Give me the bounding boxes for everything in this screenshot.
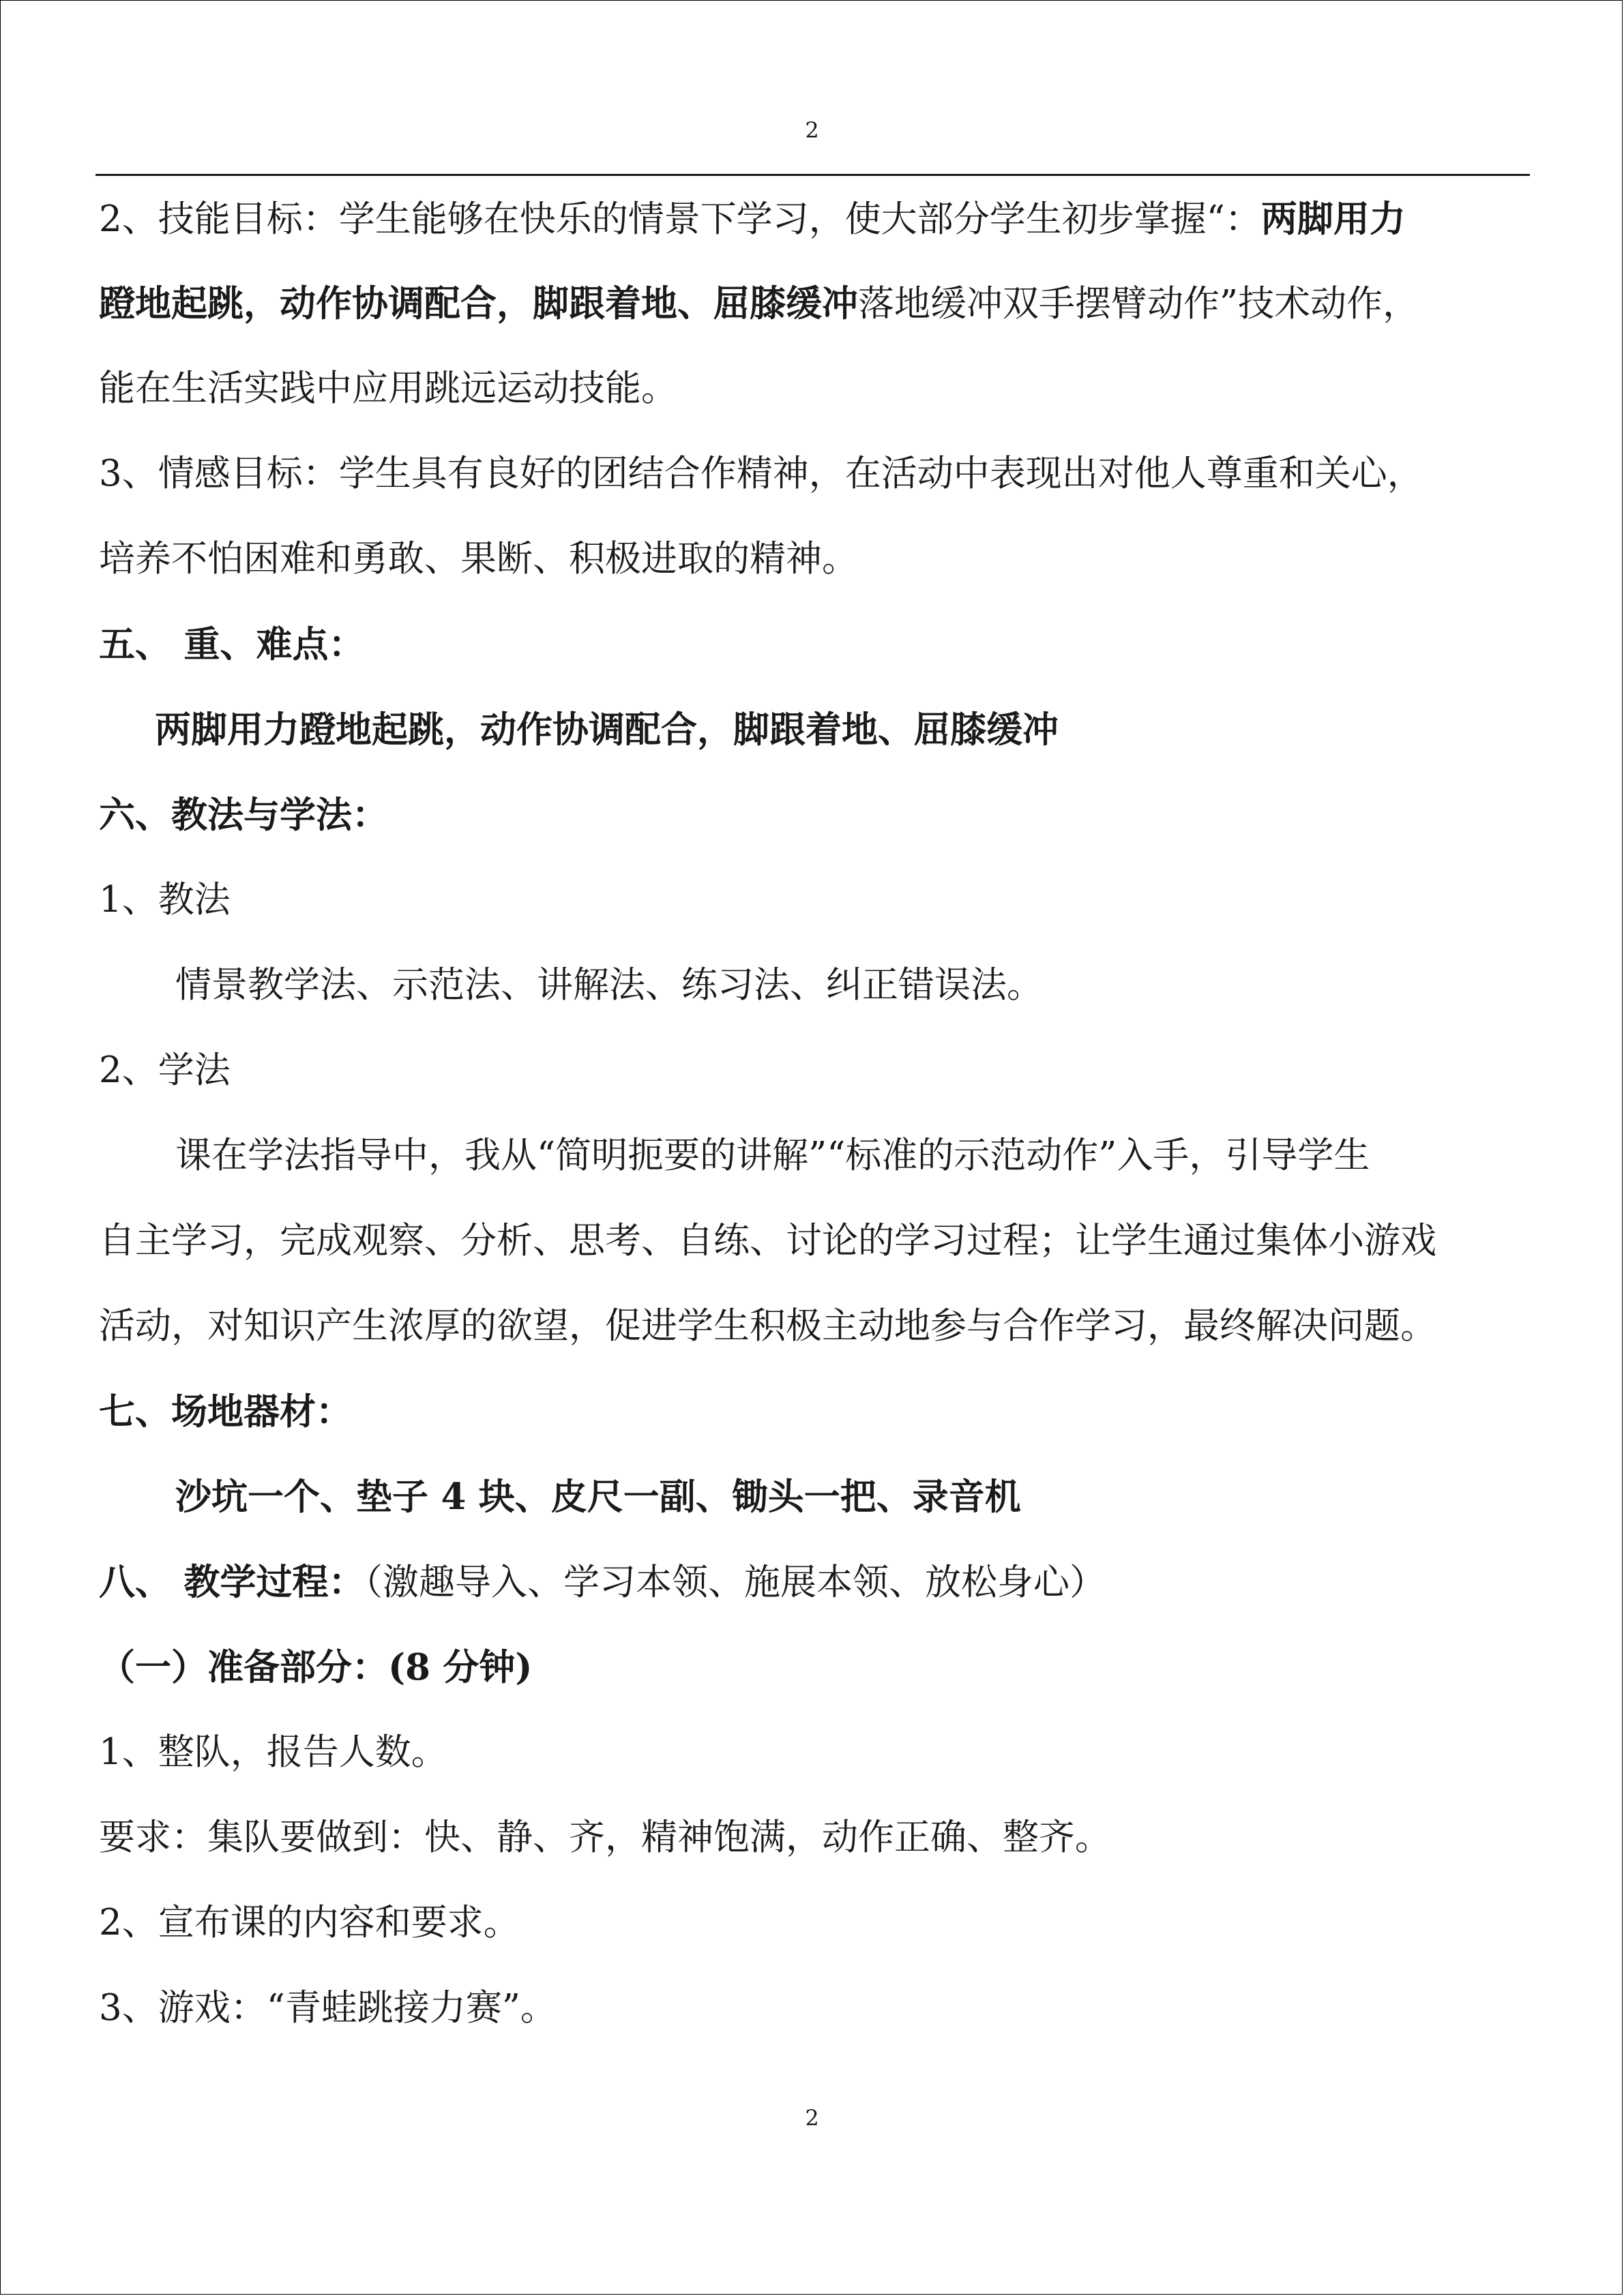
equipment-text: 沙坑一个、垫子 4 块、皮尺一副、锄头一把、录音机 [175,1476,1021,1518]
learning-method-line-2: 自主学习，完成观察、分析、思考、自练、讨论的学习过程；让学生通过集体小游戏 [99,1220,1436,1262]
learning-method-line-1: 课在学法指导中，我从“简明扼要的讲解”“标准的示范动作”入手，引导学生 [175,1135,1370,1176]
preparation-requirement: 要求：集队要做到：快、静、齐，精神饱满，动作正确、整齐。 [99,1817,1111,1858]
teaching-method-text: 情景教学法、示范法、讲解法、练习法、纠正错误法。 [175,964,1043,1006]
header-page-number: 2 [805,117,819,143]
emotion-goal-line-1: 3、情感目标：学生具有良好的团结合作精神，在活动中表现出对他人尊重和关心， [99,453,1423,494]
preparation-item-3: 3、游戏：“青蛙跳接力赛”。 [99,1987,557,2029]
learning-method-line-3: 活动，对知识产生浓厚的欲望，促进学生积极主动地参与合作学习，最终解决问题。 [99,1305,1436,1347]
emotion-goal-line-2: 培养不怕困难和勇敢、果断、积极进取的精神。 [99,538,858,580]
preparation-item-1: 1、整队，报告人数。 [99,1731,447,1773]
header-rule [95,174,1530,176]
subsection-heading-preparation: （一）准备部分：(8 分钟) [99,1646,533,1688]
skill-goal-line-3: 能在生活实践中应用跳远运动技能。 [99,368,677,409]
section-heading-process: 八、 教学过程：（激趣导入、学习本领、施展本领、放松身心） [99,1561,1106,1603]
learning-method-heading: 2、学法 [99,1049,231,1091]
skill-goal-line-1: 2、技能目标：学生能够在快乐的情景下学习，使大部分学生初步掌握“：两脚用力 [99,198,1406,240]
footer-page-number: 2 [805,2105,819,2131]
section-heading-equipment: 七、场地器材： [99,1390,352,1433]
section-heading-methods: 六、教法与学法： [99,794,388,836]
skill-goal-line-2: 蹬地起跳，动作协调配合，脚跟着地、屈膝缓冲落地缓冲双手摆臂动作”技术动作， [99,282,1419,325]
preparation-item-2: 2、宣布课的内容和要求。 [99,1902,520,1943]
section-heading-key-points: 五、 重、难点： [99,623,365,666]
key-points-text: 两脚用力蹬地起跳，动作协调配合，脚跟着地、屈膝缓冲 [155,709,1059,751]
teaching-method-heading: 1、教法 [99,879,231,921]
